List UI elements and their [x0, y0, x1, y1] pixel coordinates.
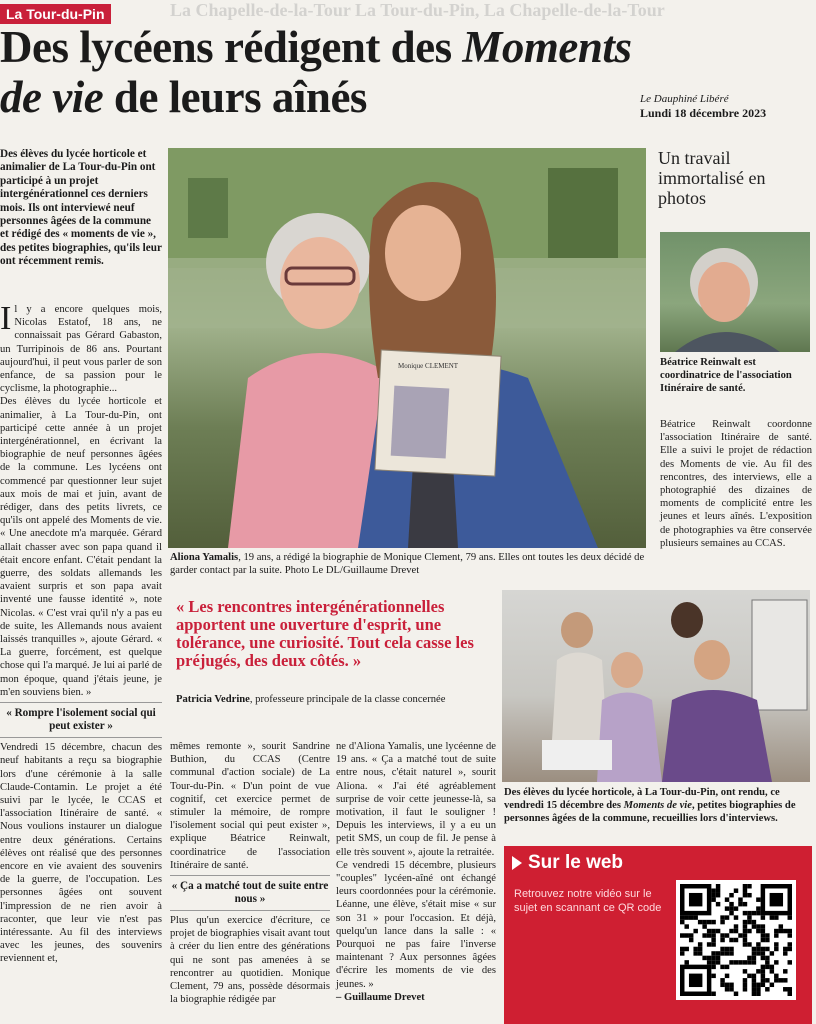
- bleed-through-text: La Chapelle-de-la-Tour La Tour-du-Pin, La Chapelle-de-la-Tour: [170, 0, 665, 20]
- main-photo: [168, 148, 646, 548]
- book-title: Monique CLEMENT: [398, 362, 459, 370]
- article-column-3: ne d'Aliona Yamalis, une lycéenne de 19 ans. « Ça a matché tout de suite entre nous, c'était naturel », sourit Aliona. « J'ai été agréablement surprise de voir cette jeunesse-là, sa motivation, il faut le souligner ! Depuis les interviews, il y a eu un petit SMS, un coup de fil. Je pense à elle très souvent », ajoute la retraitée. Ce vendredi 15 décembre, plusieurs "couples" lycéen-aîné ont échangé leurs coordonnées pour la cérémonie. Léanne, une élève, s'était mise « sur son 31 » pour l'occasion. Et déjà, quelqu'un lance dans la salle : « Pourquoi ne pas faire l'inverse maintenant ? Aux personnes âgées d'écrire les moments de vie des jeunes. » – Guillaume Drevet: [336, 741, 496, 1003]
- web-box-title: Sur le web: [512, 852, 623, 874]
- ceremony-photo-caption: Des élèves du lycée horticole, à La Tour-du-Pin, ont rendu, ce vendredi 15 décembre des Moments de vie, petites biographies de personnes âgées de la commune, recueillies lors d'interviews.: [504, 787, 796, 824]
- headline: Des lycéens rédigent des Moments de vie de leurs aînés: [0, 22, 632, 122]
- main-photo-illustration: [168, 148, 646, 548]
- lead-paragraph: Des élèves du lycée horticole et animalier de La Tour-du-Pin ont participé à un projet intergénérationnel ces derniers mois. Ils ont interviewé neuf personnes âgées de la commune et rédigé des « moments de vie », des petites biographies, qu'ils leur ont récemment remis.: [0, 148, 162, 268]
- source-info: [640, 92, 810, 120]
- portrait-caption: Béatrice Reinwalt est coordinatrice de l'association Itinéraire de santé.: [660, 357, 792, 394]
- section-town-label: La Tour-du-Pin: [0, 4, 111, 24]
- article-column-2: mêmes remonte », sourit Sandrine Buthion, du CCAS (Centre communal d'action sociale) de La Tour-du-Pin. « D'un point de vue cognitif, cet exercice permet de stimuler la mémoire, de rompre l'isolement social qui peut exister », explique Béatrice Reinwalt, coordinatrice de l'association Itinéraire de santé. « Ça a matché tout de suite entre nous » Plus qu'un exercice d'écriture, ce projet de biographies visait avant tout à créer du lien entre des générations qui ne sont pas amenées à se rencontrer au quotidien. Monique Clement, 79 ans, possède désormais la biographie rédigée par: [170, 741, 330, 1006]
- newspaper-name: Le Dauphiné Libéré: [640, 93, 729, 105]
- publication-date: Lundi 18 décembre 2023: [640, 106, 767, 120]
- subheading: « Rompre l'isolement social qui peut exister »: [6, 707, 156, 733]
- byline: Guillaume Drevet: [343, 991, 425, 1003]
- pull-quote: « Les rencontres intergénérationnelles apportent une ouverture d'esprit, une tolérance, une curiosité. Tout cela casse les préjugés, des deux côtés. »: [176, 597, 474, 670]
- sidebar-title: Un travail immortalisé en photos: [658, 148, 766, 208]
- subheading: « Ça a matché tout de suite entre nous »: [171, 880, 329, 906]
- portrait-photo: [660, 232, 810, 352]
- sidebar-body: Béatrice Reinwalt coordonne l'association Itinéraire de santé. Elle a suivi le projet de rédaction des Moments de vie. Au fil des rencontres, des interviews, elle a photographié des dizaines de moments de complicité entre les jeunes et leurs aînés. L'exposition de photographies va être conservée plusieurs semaines au CCAS.: [660, 419, 812, 549]
- play-arrow-icon: [512, 856, 522, 870]
- web-box-text: Retrouvez notre vidéo sur le sujet en scannant ce QR code: [514, 888, 662, 914]
- qr-code-icon[interactable]: [676, 880, 796, 1000]
- main-photo-caption: Aliona Yamalis, 19 ans, a rédigé la biographie de Monique Clement, 79 ans. Elles ont toutes les deux décidé de garder contact par la suite. Photo Le DL/Guillaume Drevet: [170, 552, 645, 576]
- dropcap: I: [0, 300, 12, 337]
- pull-quote-author: Patricia Vedrine, professeure principale de la classe concernée: [176, 694, 446, 705]
- article-column-1: Il y a encore quelques mois, Nicolas Estatof, 18 ans, ne connaissait pas Gérard Gabaston, un Turripinois de 86 ans. Pourtant aujourd'hui, il peut vous parler de son enfance, de sa passion pour le cyclisme, la photographie... Des élèves du lycée horticole et animalier, à La Tour-du-Pin, ont participé cette année à un projet intergénérationnel, en écrivant la biographie de neuf personnes âgées de la commune. Les lycéens ont commencé par questionner leur sujet aux mois de mai et juin, avant de rédiger, dans des petits livrets, ce qu'ils ont appelé des Moments de vie. « Une anecdote m'a marquée. Gérard allait chasser avec son papa quand il était encore enfant. C'était pendant la guerre, des soldats allemands les avaient surpris et son papa avait inventé une fausse identité », note Nicolas. « C'est vrai qu'il n'y a pas eu de suite, les Allemands nous avaient laissés tranquilles », ajoute Gérard. « La guerre, forcément, est quelque chose qui l'a marqué. Je lui ai parlé de mon époque, quand j'étais jeune, je m'en souviens bien. » « Rompre l'isolement social qui peut exister » Vendredi 15 décembre, chacun des neuf habitants a reçu sa biographie lors d'une cérémonie à la salle Claude-Contamin. Le projet a été suivi par le lycée, le CCAS et l'association Itinéraire de santé. « Nous voulions instaurer un dialogue entre deux générations. Certains élèves ont réalisé que des personnes encore en vie avaient des souvenirs de la guerre, de l'occupation. Les personnes âgées ont souvent l'impression de ne rien avoir à raconter, que leur vie n'est pas intéressante. Au fil des interviews avec les jeunes, des souvenirs reviennent et,: [0, 300, 162, 965]
- ceremony-photo: [502, 590, 810, 782]
